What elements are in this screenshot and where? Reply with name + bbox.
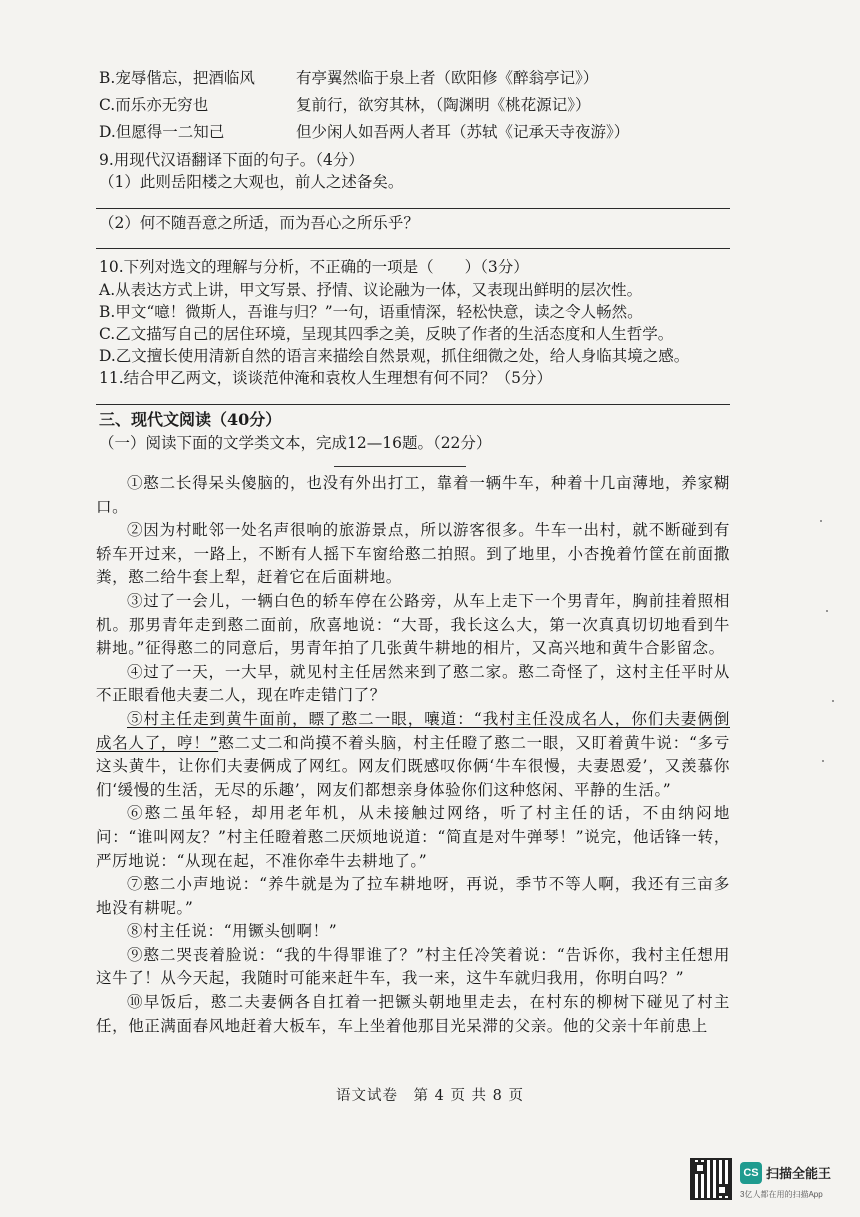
answer-line-1 [96,208,730,209]
story-paragraph-8: ⑧村主任说：“用镢头刨啊！” [127,922,338,941]
option-c-label: C.而乐亦无穷也 [99,96,209,114]
option-d-label: D.但愿得一二知己 [99,123,225,141]
option-d [99,122,224,142]
scanner-app-name: 扫描全能王 [766,1166,832,1181]
scan-speck [832,700,834,702]
scan-speck [820,520,822,522]
story-paragraph-2: ②因为村毗邻一处名声很响的旅游景点，所以游客很多。牛车一出村，就不断碰到有轿车开过来，一路上，不断有人摇下车窗给憨二拍照。到了地里，小杏挽着竹筐在前面撒粪，憨二给牛套上犁，赶着它在后面耕地。 [96,521,730,587]
story-paragraph-7: ⑦憨二小声地说：“养牛就是为了拉车耕地呀，再说，季节不等人啊，我还有三亩多地没有耕呢。” [96,875,730,917]
option-c-example: 复前行，欲穷其林，（陶渊明《桃花源记》） [296,96,591,114]
scan-speck [826,610,828,612]
underlined-quote: ⑤村主任走到黄牛面前，瞟了憨二一眼，嚷道：“我村主任没成名人，你们夫妻俩倒成名人了，哼！” [96,709,730,752]
answer-line-3 [96,404,730,405]
camscanner-logo: CS [740,1162,762,1184]
answer-line-2 [96,248,730,249]
story-paragraph-5 [96,708,730,802]
option-b [99,68,255,88]
question-10-option-d: D.乙文擅长使用清新自然的语言来描绘自然景观，抓住细微之处，给人身临其境之感。 [99,347,690,365]
question-9-sentence-1: （1）此则岳阳楼之大观也，前人之述备矣。 [99,173,404,191]
story-text [96,472,730,1038]
story-paragraph-1: ①憨二长得呆头傻脑的，也没有外出打工，靠着一辆牛车，种着十几亩薄地，养家糊口。 [96,474,730,516]
question-10-title: 10.下列对选文的理解与分析，不正确的一项是（ ）（3分） [99,258,529,276]
scan-speck [822,760,824,762]
question-9-title: 9.用现代汉语翻译下面的句子。（4分） [99,151,364,169]
question-10-option-a: A.从表达方式上讲，甲文写景、抒情、议论融为一体，又表现出鲜明的层次性。 [99,281,643,299]
question-10-option-b: B.甲文“噫！微斯人，吾谁与归？”一句，语重情深，轻松快意，读之令人畅然。 [99,303,643,321]
question-9-sentence-2: （2）何不随吾意之所适，而为吾心之所乐乎？ [99,214,419,232]
story-paragraph-10: ⑩早饭后，憨二夫妻俩各自扛着一把镢头朝地里走去，在村东的柳树下碰见了村主任，他正满面春风地赶着大板车，车上坐着他那目光呆滞的父亲。他的父亲十年前患上 [96,993,730,1035]
story-paragraph-4: ④过了一天，一大早，就见村主任居然来到了憨二家。憨二奇怪了，这村主任平时从不正眼看他夫妻二人，现在咋走错门了？ [96,662,730,705]
page-footer: 语文试卷 第 4 页 共 8 页 [336,1088,524,1104]
story-paragraph-5-rest: 憨二丈二和尚摸不着头脑，村主任瞪了憨二一眼，又盯着黄牛说：“多亏这头黄牛，让你们夫妻俩成了网红。网友们既感叹你俩‘牛车很慢，夫妻恩爱’，又羡慕你们‘缓慢的生活，无尽的乐趣’，网友们都想亲身体验你们这种悠闲、平静的生活。” [96,733,730,799]
option-b-example: 有亭翼然临于泉上者（欧阳修《醉翁亭记》） [296,69,599,87]
story-paragraph-6: ⑥憨二虽年轻，却用老年机，从未接触过网络，听了村主任的话，不由纳闷地问：“谁叫网友？”村主任瞪着憨二厌烦地说道：“简直是对牛弹琴！”说完，他话锋一转，严厉地说：“从现在起，不准你牵牛去耕地了。” [96,804,730,870]
story-paragraph-3: ③过了一会儿，一辆白色的轿车停在公路旁，从车上走下一个男青年，胸前挂着照相机。那男青年走到憨二面前，欣喜地说：“大哥，我长这么大，第一次真真切切地看到牛耕地。”征得憨二的同意后，男青年拍了几张黄牛耕地的相片，又高兴地和黄牛合影留念。 [96,591,730,658]
option-c [99,95,208,115]
question-10-option-c: C.乙文描写自己的居住环境，呈现其四季之美，反映了作者的生活态度和人生哲学。 [99,325,674,343]
section-subheading: （一）阅读下面的文学类文本，完成12—16题。（22分） [99,434,492,452]
scanner-tagline: 3亿人都在用的扫描App [740,1190,823,1199]
option-b-label: B.宠辱偕忘，把酒临风 [99,69,255,87]
option-d-example: 但少闲人如吾两人者耳（苏轼《记承天寺夜游》） [296,123,630,141]
qr-code-icon [690,1158,732,1200]
question-11: 11.结合甲乙两文，谈谈范仲淹和袁枚人生理想有何不同？（5分） [99,369,553,387]
section-heading: 三、现代文阅读（40分） [99,410,282,429]
pen-mark [334,466,466,467]
story-paragraph-9: ⑨憨二哭丧着脸说：“我的牛得罪谁了？”村主任冷笑着说：“告诉你，我村主任想用这牛了！从今天起，我随时可能来赶牛车，我一来，这牛车就归我用，你明白吗？” [96,945,730,988]
